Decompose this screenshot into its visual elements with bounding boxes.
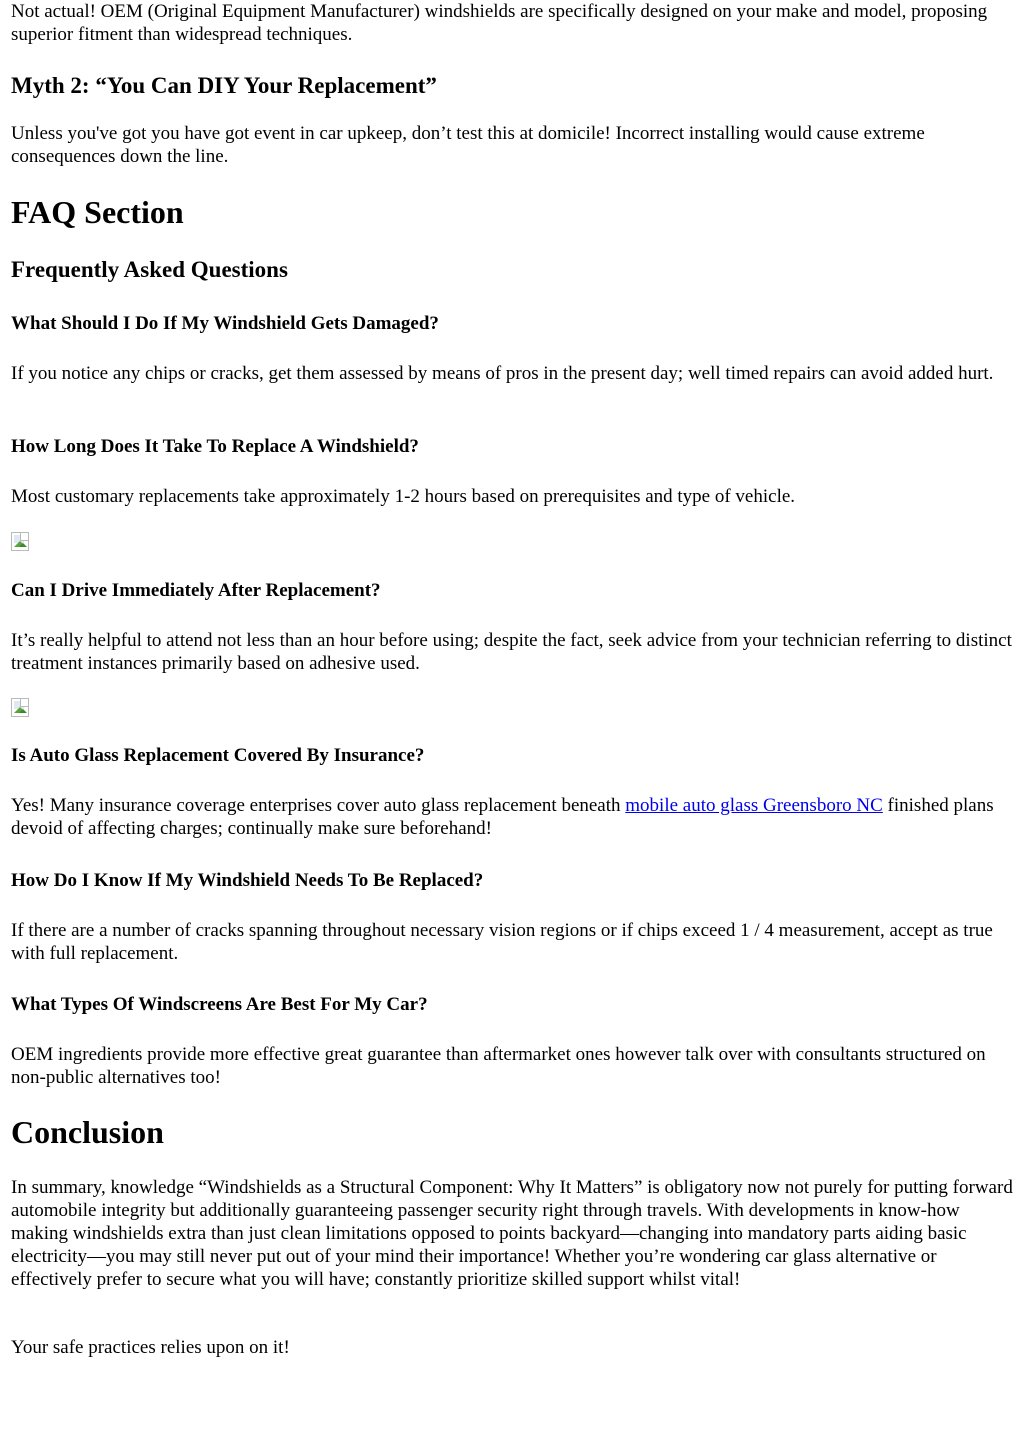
mobile-auto-glass-link[interactable]: mobile auto glass Greensboro NC bbox=[625, 795, 883, 816]
faq-answer: It’s really helpful to attend not less than an hour before using; despite the fact, seek advice from your technician referring to distinct treatment instances primarily based on adhesive used. bbox=[11, 630, 1012, 674]
faq-question: What Should I Do If My Windshield Gets Damaged? bbox=[11, 313, 439, 334]
faq-question: Can I Drive Immediately After Replacement? bbox=[11, 580, 381, 601]
faq-answer-text: Yes! Many insurance coverage enterprises cover auto glass replacement beneath bbox=[11, 795, 626, 816]
faq-answer: Most customary replacements take approximately 1-2 hours based on prerequisites and type of vehicle. bbox=[11, 486, 796, 507]
faq-subtitle: Frequently Asked Questions bbox=[11, 257, 288, 282]
faq-section-title: FAQ Section bbox=[11, 194, 184, 230]
faq-answer bbox=[11, 794, 1015, 840]
faq-question: How Do I Know If My Windshield Needs To Be Replaced? bbox=[11, 870, 484, 891]
faq-answer: If there are a number of cracks spanning throughout necessary vision regions or if chips exceed 1 / 4 measurement, accept as true with full replacement. bbox=[11, 920, 993, 964]
faq-question: What Types Of Windscreens Are Best For My Car? bbox=[11, 994, 428, 1015]
intro-paragraph: Not actual! OEM (Original Equipment Manufacturer) windshields are specifically designed on your make and model, proposing superior fitment than widespread techniques. bbox=[11, 1, 988, 45]
conclusion-closing: Your safe practices relies upon on it! bbox=[11, 1337, 290, 1358]
myth-2-heading: Myth 2: “You Can DIY Your Replacement” bbox=[11, 73, 437, 98]
faq-answer: If you notice any chips or cracks, get them assessed by means of pros in the present day; well timed repairs can avoid added hurt. bbox=[11, 363, 994, 384]
broken-image-icon bbox=[11, 698, 29, 717]
faq-question: How Long Does It Take To Replace A Windshield? bbox=[11, 436, 419, 457]
faq-answer: OEM ingredients provide more effective great guarantee than aftermarket ones however talk over with consultants structured on non-public alternatives too! bbox=[11, 1044, 986, 1088]
conclusion-body: In summary, knowledge “Windshields as a Structural Component: Why It Matters” is obligatory now not purely for putting forward automobile integrity but additionally guaranteeing passenger security right through travels. With developments in know-how making windshields extra than just clean limitations opposed to points backyard—changing into mandatory parts aiding basic electricity—you may still never put out of your mind their importance! Whether you’re wondering car glass alternative or effectively prefer to secure what you will have; constantly prioritize skilled support whilst vital! bbox=[11, 1177, 1013, 1290]
broken-image-icon bbox=[11, 532, 29, 551]
conclusion-heading: Conclusion bbox=[11, 1114, 164, 1150]
myth-2-body: Unless you've got you have got event in car upkeep, don’t test this at domicile! Incorrect installing would cause extreme consequences down the line. bbox=[11, 123, 925, 167]
faq-answer-text: finished plans devoid of affecting charges; continually make sure beforehand! bbox=[11, 795, 994, 839]
faq-question: Is Auto Glass Replacement Covered By Insurance? bbox=[11, 745, 425, 766]
